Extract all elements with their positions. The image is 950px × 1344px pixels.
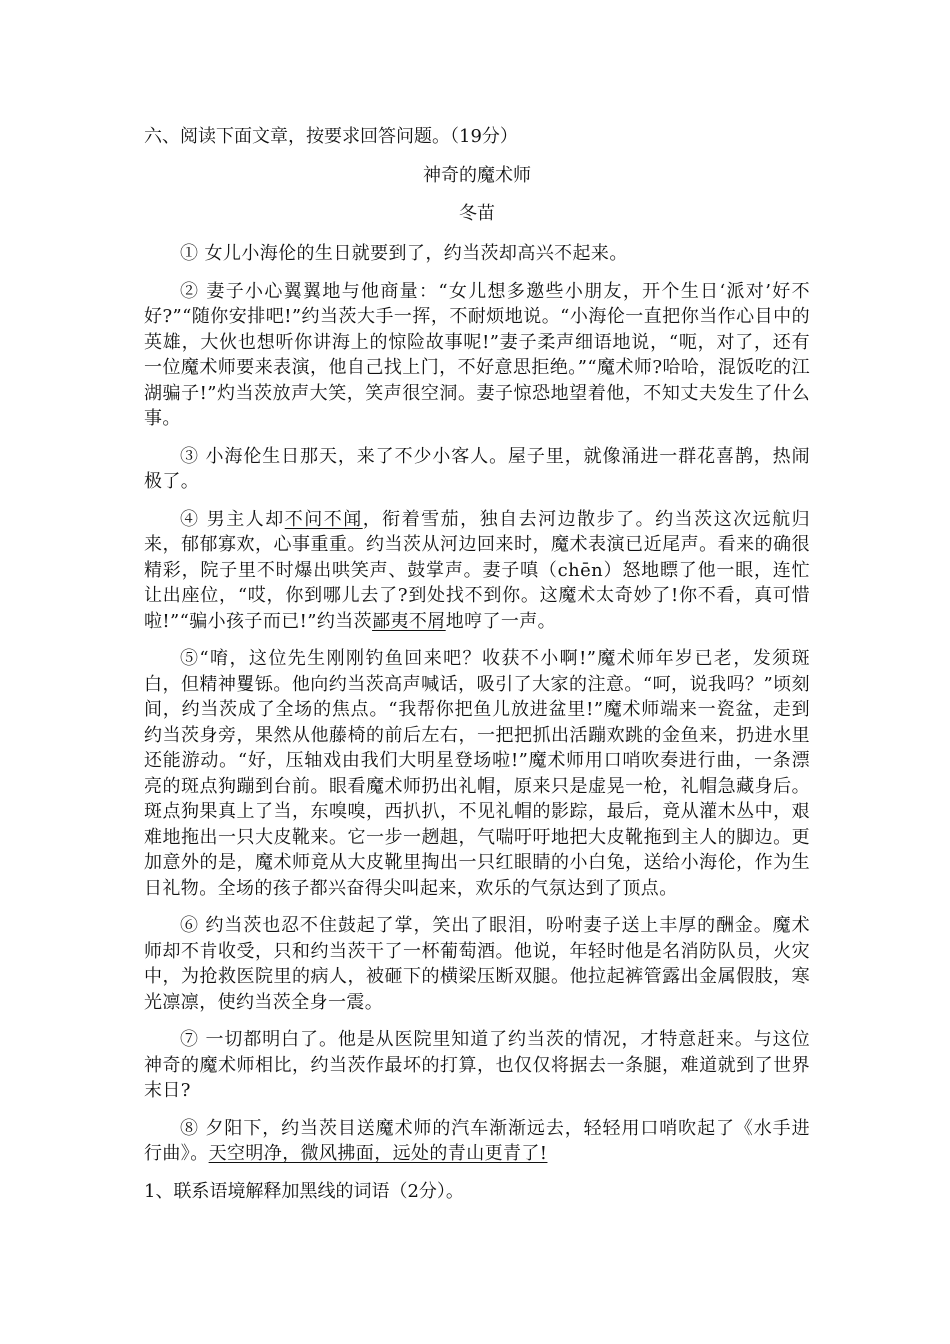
paragraph-text: ② 妻子小心翼翼地与他商量：“女儿想多邀些小朋友，开个生日‘派对’好不好?”“随你安排吧!”约当茨大手一挥，不耐烦地说。“小海伦一直把你当作心目中的英雄，大伙也想听你讲海上的惊险故事呢!”妻子柔声细语地说，“呃，对了，还有一位魔术师要来表演，他自己找上门，不好意思拒绝。”“魔术师?哈哈，混饭吃的江湖骗子!”灼当茨放声大笑，笑声很空洞。妻子惊恐地望着他，不知丈夫发生了什么事。 <box>144 280 810 429</box>
article-paragraph-5 <box>144 646 810 901</box>
article-paragraph-7 <box>144 1027 810 1104</box>
paragraph-text: 地哼了一声。 <box>445 610 557 632</box>
paragraph-text: ④ 男主人却 <box>180 508 285 530</box>
paragraph-text: ⑧ 夕阳下，约当茨目送魔术师的汽车渐渐远去，轻轻用口哨吹起了《水手进行曲》。 <box>144 1117 810 1164</box>
article-body <box>144 241 810 1167</box>
article-paragraph-3 <box>144 444 810 495</box>
question-1: 1、联系语境解释加黑线的词语（2分）。 <box>144 1180 464 1202</box>
article-paragraph-1 <box>144 241 810 267</box>
article-author: 冬苗 <box>459 203 495 224</box>
article-paragraph-6 <box>144 913 810 1015</box>
paragraph-text: ① 女儿小海伦的生日就要到了，约当茨却高兴不起来。 <box>180 243 628 264</box>
paragraph-text: ，衔着雪茄，独自去河边散步了。约当茨这次远航归来，郁郁寡欢，心事重重。约当茨从河边回来时，魔术表演已近尾声。看来的确很精彩，院子里不时爆出哄笑声、鼓掌声。妻子嗔（chēn）怒地瞟了他一眼，连忙让出座位，“哎，你到哪儿去了?到处找不到你。这魔术太奇妙了!你不看，真可惜啦!”“骗小孩子而已!”约当茨 <box>144 508 810 632</box>
article-paragraph-2 <box>144 279 810 432</box>
underlined-phrase: 不问不闻 <box>284 508 363 530</box>
article-title: 神奇的魔术师 <box>423 165 531 186</box>
document-page <box>144 124 810 1205</box>
paragraph-text: ⑥ 约当茨也忍不住鼓起了掌，笑出了眼泪，吩咐妻子送上丰厚的酬金。魔术师却不肯收受，只和约当茨干了一杯葡萄酒。他说，年轻时他是名消防队员，火灾中，为抢救医院里的病人，被砸下的横梁压断双腿。他拉起裤管露出金属假肢，寒光凛凛，使约当茨全身一震。 <box>144 915 810 1013</box>
underlined-phrase: 天空明净，微风拂面，远处的青山更青了! <box>208 1143 548 1164</box>
article-paragraph-4 <box>144 507 810 635</box>
article-paragraph-8 <box>144 1116 810 1167</box>
underlined-phrase: 鄙夷不屑 <box>372 610 446 632</box>
paragraph-text: ⑦ 一切都明白了。他是从医院里知道了约当茨的情况，才特意赶来。与这位神奇的魔术师相比，约当茨作最坏的打算，也仅仅将据去一条腿，难道就到了世界末日? <box>144 1029 810 1101</box>
section-heading: 六、阅读下面文章，按要求回答问题。（19分） <box>144 126 518 147</box>
paragraph-text: ⑤“唷，这位先生刚刚钓鱼回来吧？收获不小啊!”魔术师年岁已老，发须斑白，但精神矍铄。他向约当茨高声喊话，吸引了大家的注意。“呵，说我吗？”顷刻间，约当茨成了全场的焦点。“我帮你把鱼儿放进盆里!”魔术师端来一瓷盆，走到约当茨身旁，果然从他藤椅的前后左右，一把把抓出活蹦欢跳的金鱼来，扔进水里还能游动。“好，压轴戏由我们大明星登场啦!”魔术师用口哨吹奏进行曲，一条漂亮的斑点狗蹦到台前。眼看魔术师扔出礼帽，原来只是虚晃一枪，礼帽急藏身后。斑点狗果真上了当，东嗅嗅，西扒扒，不见礼帽的影踪，最后，竟从灌木丛中，艰难地拖出一只大皮靴来。它一步一趔趄，气喘吁吁地把大皮靴拖到主人的脚边。更加意外的是，魔术师竟从大皮靴里掏出一只红眼睛的小白兔，送给小海伦，作为生日礼物。全场的孩子都兴奋得尖叫起来，欢乐的气氛达到了顶点。 <box>144 648 810 899</box>
paragraph-text: ③ 小海伦生日那天，来了不少小客人。屋子里，就像涌进一群花喜鹊，热闹极了。 <box>144 445 810 492</box>
